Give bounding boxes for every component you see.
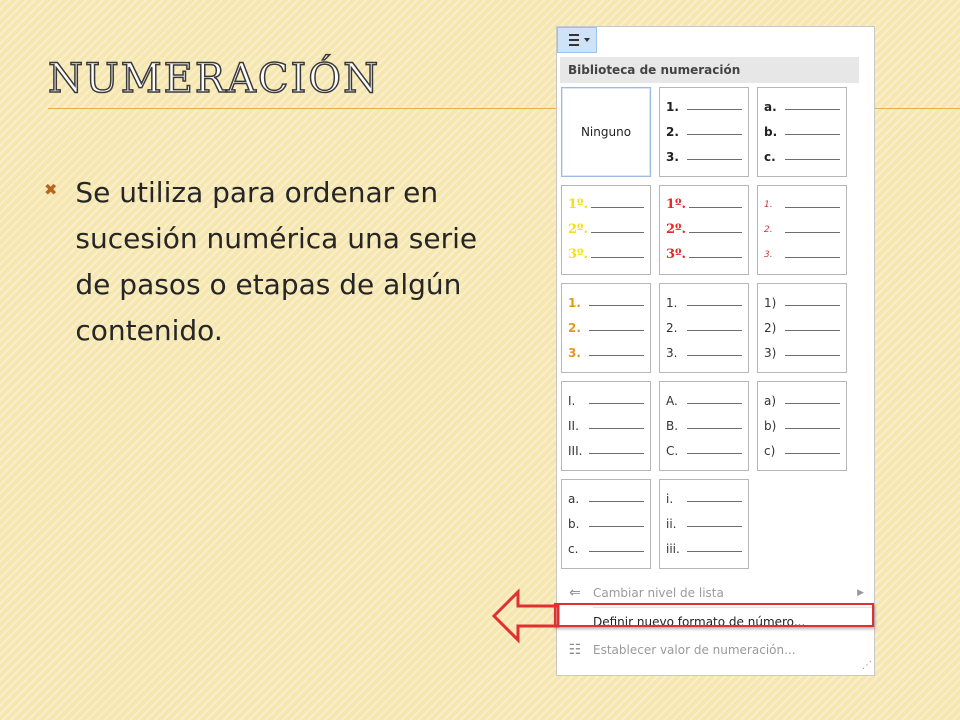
format-line xyxy=(591,232,644,233)
format-marker: 1. xyxy=(568,295,581,310)
format-line xyxy=(687,526,742,527)
format-row xyxy=(568,248,644,262)
chevron-down-icon xyxy=(584,38,590,42)
format-marker: i. xyxy=(666,491,674,506)
format-row xyxy=(568,198,644,212)
numbering-format-cell[interactable] xyxy=(659,381,749,471)
format-row xyxy=(568,444,644,458)
format-line xyxy=(589,330,644,331)
format-row xyxy=(666,321,742,335)
format-line xyxy=(785,355,840,356)
numbering-format-cell[interactable] xyxy=(561,381,651,471)
format-marker: 3º. xyxy=(568,247,589,263)
format-line xyxy=(687,551,742,552)
slide-title: NUMERACIÓN xyxy=(48,56,381,102)
format-marker: 2. xyxy=(764,224,773,235)
format-marker: 2. xyxy=(666,124,679,139)
format-row xyxy=(764,444,840,458)
numbering-format-cell[interactable] xyxy=(659,479,749,569)
format-row xyxy=(568,296,644,310)
format-marker: A. xyxy=(666,393,678,408)
format-row xyxy=(764,296,840,310)
format-marker: 3. xyxy=(666,150,679,165)
format-marker: 3. xyxy=(666,346,678,361)
format-line xyxy=(687,453,742,454)
format-marker: 1. xyxy=(764,199,773,210)
format-line xyxy=(589,305,644,306)
format-line xyxy=(687,428,742,429)
format-row xyxy=(568,321,644,335)
format-line xyxy=(687,159,742,160)
format-line xyxy=(687,109,742,110)
numbering-format-cell[interactable] xyxy=(659,185,749,275)
format-row xyxy=(666,444,742,458)
menu-define-new-format-label: Definir nuevo formato de número... xyxy=(593,615,806,629)
format-line xyxy=(687,305,742,306)
format-line xyxy=(589,551,644,552)
format-line xyxy=(785,330,840,331)
format-line xyxy=(689,257,742,258)
format-row xyxy=(568,346,644,360)
format-row xyxy=(666,296,742,310)
format-row xyxy=(666,346,742,360)
format-row xyxy=(764,198,840,212)
format-line xyxy=(785,159,840,160)
format-line xyxy=(687,501,742,502)
format-row xyxy=(568,223,644,237)
format-line xyxy=(785,305,840,306)
format-line xyxy=(785,257,840,258)
format-row xyxy=(764,223,840,237)
format-marker: I. xyxy=(568,393,576,408)
format-line xyxy=(589,428,644,429)
format-marker: ii. xyxy=(666,516,677,531)
format-row xyxy=(666,492,742,506)
menu-set-numbering-value[interactable] xyxy=(557,636,874,664)
numbering-library-grid xyxy=(561,87,847,569)
format-none[interactable] xyxy=(561,87,651,177)
format-marker: B. xyxy=(666,418,679,433)
format-line xyxy=(589,501,644,502)
format-marker: c. xyxy=(568,542,579,557)
library-header: Biblioteca de numeración xyxy=(560,57,859,83)
submenu-arrow-icon: ▶ xyxy=(857,588,864,598)
numbering-format-cell[interactable] xyxy=(561,185,651,275)
format-line xyxy=(785,232,840,233)
numbering-button[interactable] xyxy=(557,27,597,53)
format-row xyxy=(568,394,644,408)
format-row xyxy=(764,125,840,139)
format-marker: a. xyxy=(764,99,777,114)
format-row xyxy=(568,419,644,433)
format-marker: c) xyxy=(764,444,776,459)
numbering-dropdown-panel xyxy=(556,26,875,676)
format-row xyxy=(666,419,742,433)
format-marker: III. xyxy=(568,444,583,459)
numbering-format-cell[interactable] xyxy=(659,87,749,177)
format-row xyxy=(666,517,742,531)
format-row xyxy=(764,394,840,408)
menu-change-list-level-label: Cambiar nivel de lista xyxy=(593,586,724,600)
format-marker: 1. xyxy=(666,295,678,310)
format-marker: iii. xyxy=(666,542,680,557)
format-marker: 1º. xyxy=(666,196,687,212)
numbering-format-cell[interactable] xyxy=(757,185,847,275)
format-line xyxy=(689,232,742,233)
bullet-list xyxy=(44,170,494,354)
format-marker: 1º. xyxy=(568,196,589,212)
format-row xyxy=(666,100,742,114)
format-line xyxy=(687,355,742,356)
format-line xyxy=(785,428,840,429)
format-row xyxy=(666,223,742,237)
numbering-format-cell[interactable] xyxy=(757,381,847,471)
format-marker: a. xyxy=(568,491,580,506)
format-row xyxy=(764,248,840,262)
numbering-format-cell[interactable] xyxy=(561,283,651,373)
format-row xyxy=(764,321,840,335)
format-marker: a) xyxy=(764,393,777,408)
format-row xyxy=(764,346,840,360)
format-line xyxy=(689,207,742,208)
format-marker: C. xyxy=(666,444,679,459)
set-value-icon: ☷ xyxy=(568,642,582,658)
format-line xyxy=(589,355,644,356)
format-row xyxy=(568,492,644,506)
numbering-format-cell[interactable] xyxy=(757,283,847,373)
format-marker: 3º. xyxy=(666,247,687,263)
format-marker: b. xyxy=(568,516,580,531)
format-line xyxy=(785,109,840,110)
numbering-format-cell[interactable] xyxy=(757,87,847,177)
format-marker: b) xyxy=(764,418,777,433)
format-row xyxy=(666,150,742,164)
format-none-label: Ninguno xyxy=(580,125,632,139)
format-line xyxy=(687,134,742,135)
format-line xyxy=(589,403,644,404)
format-row xyxy=(568,542,644,556)
format-marker: 3. xyxy=(764,250,773,261)
format-line xyxy=(687,403,742,404)
resize-grip-icon[interactable]: ⋰ xyxy=(862,660,870,671)
format-line xyxy=(785,134,840,135)
format-line xyxy=(591,207,644,208)
format-line xyxy=(785,207,840,208)
format-marker: 2. xyxy=(666,320,678,335)
format-marker: 3) xyxy=(764,346,777,361)
numbering-format-cell[interactable] xyxy=(561,479,651,569)
numbering-list-icon xyxy=(564,33,580,47)
indent-arrow-icon: ⇐ xyxy=(569,585,581,601)
format-marker: 2. xyxy=(568,320,581,335)
format-marker: II. xyxy=(568,418,579,433)
format-row xyxy=(666,394,742,408)
format-marker: b. xyxy=(764,124,778,139)
format-row xyxy=(666,125,742,139)
format-line xyxy=(687,330,742,331)
highlight-box xyxy=(554,603,874,627)
format-row xyxy=(666,248,742,262)
format-marker: 3. xyxy=(568,346,581,361)
format-row xyxy=(666,542,742,556)
format-row xyxy=(764,100,840,114)
menu-set-numbering-value-label: Establecer valor de numeración... xyxy=(593,643,796,657)
format-row xyxy=(764,150,840,164)
format-marker: 2) xyxy=(764,320,777,335)
format-marker: 2º. xyxy=(568,221,589,237)
red-arrow-icon xyxy=(490,588,560,644)
format-marker: 1. xyxy=(666,99,679,114)
bullet-text: Se utiliza para ordenar en sucesión numérica una serie de pasos o etapas de algún contenido. xyxy=(75,176,478,347)
format-marker: c. xyxy=(764,150,776,165)
x-bullet-icon: ✖ xyxy=(44,180,58,199)
format-line xyxy=(785,453,840,454)
format-row xyxy=(568,517,644,531)
format-row xyxy=(666,198,742,212)
format-line xyxy=(591,257,644,258)
format-row xyxy=(764,419,840,433)
numbering-format-cell[interactable] xyxy=(659,283,749,373)
format-marker: 1) xyxy=(764,295,777,310)
format-line xyxy=(785,403,840,404)
format-line xyxy=(589,453,644,454)
format-marker: 2º. xyxy=(666,221,687,237)
format-line xyxy=(589,526,644,527)
